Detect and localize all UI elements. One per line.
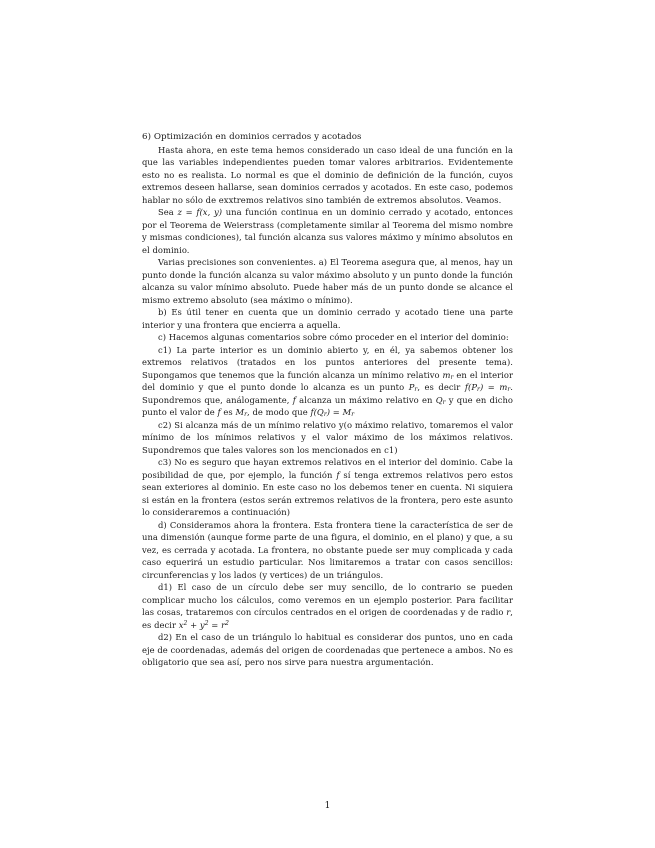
subscript: r	[414, 386, 418, 393]
text: c3) No es seguro que hayan extremos relativos en el interior del dominio. Cabe la posibilidad de que, por ejemplo, la función	[142, 457, 513, 480]
paragraph-intro: Hasta ahora, en este tema hemos considerado un caso ideal de una función en la que las variables independientes pueden tomar valores arbitrarios. Evidentemente esto no es realista. Lo normal es que el dominio de definición de la función, cuyos extremos deseen hallarse, sean dominios cerrados y acotados. En este caso, podemos hablar no sólo de exxtremos relativos sino también de extremos absolutos. Veamos.	[142, 144, 513, 205]
symbol-m-upper-r	[235, 407, 247, 417]
paragraph-b: b) Es útil tener en cuenta que un dominio cerrado y acotado tiene una parte interior y una frontera que encierra a aquella.	[142, 307, 513, 330]
text: sí tenga extremos relativos pero estos sean exteriores al dominio. En este caso no los debemos tener en cuenta. Ni siquiera si están en la frontera (estos serán extremos relativos de la frontera, pero este asunto lo consideraremos a continuación)	[142, 469, 513, 517]
symbol: Q	[435, 394, 443, 405]
equation-f-qr	[310, 407, 354, 417]
formula-z-f: z = f(x, y)	[177, 207, 223, 217]
eq-part: x	[178, 619, 184, 630]
text: c1) La parte interior es un dominio abierto y, en él, ya sabemos obtener los extremos relativos (tratados en los puntos anteriores del presente tema). Supongamos que tenemos que la función alcanza un mínimo relativo	[142, 344, 513, 380]
superscript: 2	[204, 619, 209, 627]
text: , es decir	[142, 607, 513, 630]
superscript: 2	[183, 619, 188, 627]
text: , es decir	[417, 382, 461, 392]
symbol-f: f	[336, 469, 340, 480]
equation-circle	[179, 620, 229, 630]
symbol: m	[442, 369, 451, 380]
paragraph-c2: c2) Si alcanza más de un mínimo relativo y(o máximo relativo, tomaremos el valor mínimo de los mínimos relativos y el valor máximo de los máximos relativos. Supondremos que tales valores son los mencionados en c1)	[142, 419, 513, 455]
symbol: P	[408, 382, 415, 392]
equation-f-pr	[465, 382, 510, 392]
text: es	[223, 407, 233, 417]
section-heading: 6) Optimización en dominios cerrados y acotados	[142, 132, 362, 142]
paragraph-d1	[142, 581, 513, 631]
text: d1) El caso de un círculo debe ser muy sencillo, de lo contrario se pueden complicar mucho los cálculos, como veremos en un ejemplo posterior. Para facilitar las cosas, trataremos con círculos centrados en el origen de coordenadas y de radio	[142, 582, 513, 617]
superscript: 2	[225, 619, 229, 627]
paragraph-weierstrass	[142, 206, 513, 256]
text: y que en dicho punto el valor de	[142, 394, 514, 417]
paragraph-c1	[142, 344, 513, 419]
subscript: r	[323, 411, 327, 418]
paragraph-a: Varias precisiones son convenientes. a) El Teorema asegura que, al menos, hay un punto donde la función alcanza su valor máximo absoluto y un punto donde la función alcanza su valor mínimo absoluto. Puede haber más de un punto donde se alcance el mismo extremo absoluto (sea máximo o mínimo).	[142, 257, 513, 305]
symbol-f: f	[292, 394, 296, 405]
text: , de modo que	[247, 407, 308, 417]
eq-part: ) = m	[479, 382, 508, 392]
eq-part: =	[208, 619, 222, 630]
paragraph-d2: d2) En el caso de un triángulo lo habitual es considerar dos puntos, uno en cada eje de coordenadas, además del origen de coordenadas que pertenece a ambos. No es obligatorio que sea así, pero nos sirve para nuestra argumentación.	[142, 632, 513, 667]
paragraph-c: c) Hacemos algunas comentarios sobre cómo proceder en el interior del dominio:	[158, 332, 509, 342]
document-page	[142, 131, 513, 669]
text: alcanza un máximo relativo en	[299, 394, 433, 405]
eq-part: r	[221, 619, 226, 630]
eq-part: f(P	[464, 382, 478, 392]
symbol-q-r	[436, 395, 446, 405]
symbol: M	[235, 407, 245, 417]
eq-part: +	[187, 619, 200, 630]
paragraph-c3	[142, 456, 513, 519]
symbol-r: r	[506, 607, 511, 617]
text: en el interior del dominio y que el punto donde lo alcanza es un punto	[142, 369, 514, 392]
eq-part: ) = M	[326, 407, 352, 417]
text: . Supondremos que, análogamente,	[142, 382, 513, 405]
text: Sea	[158, 207, 174, 217]
symbol-m-r	[443, 370, 454, 380]
subscript: r	[477, 386, 480, 393]
symbol-f: f	[217, 407, 221, 417]
text: una función continua en un dominio cerrado y acotado, entonces por el Teorema de Weierstrass (completamente similar al Teorema del mismo nombre y mismas condiciones), tal función alcanza sus valores máximo y mínimo absolutos en el dominio.	[142, 207, 513, 255]
eq-part: f(Q	[310, 407, 324, 417]
subscript: r	[450, 373, 454, 381]
eq-part: y	[199, 619, 205, 630]
subscript: r	[351, 411, 355, 418]
subscript: r	[244, 411, 248, 418]
subscript: r	[507, 386, 511, 393]
paragraph-d: d) Consideramos ahora la frontera. Esta frontera tiene la característica de ser de una dimensión (aunque forme parte de una figura, el dominio, en el plano) y que, a su vez, es cerrada y acotada. La frontera, no obstante puede ser muy complicada y cada caso equerirá un estudio particular. Nos limitaremos a tratar con casos sencillos: circunferencias y los lados (y vertices) de un triángulos.	[142, 519, 513, 580]
page-number: 1	[324, 801, 331, 811]
subscript: r	[442, 398, 446, 406]
